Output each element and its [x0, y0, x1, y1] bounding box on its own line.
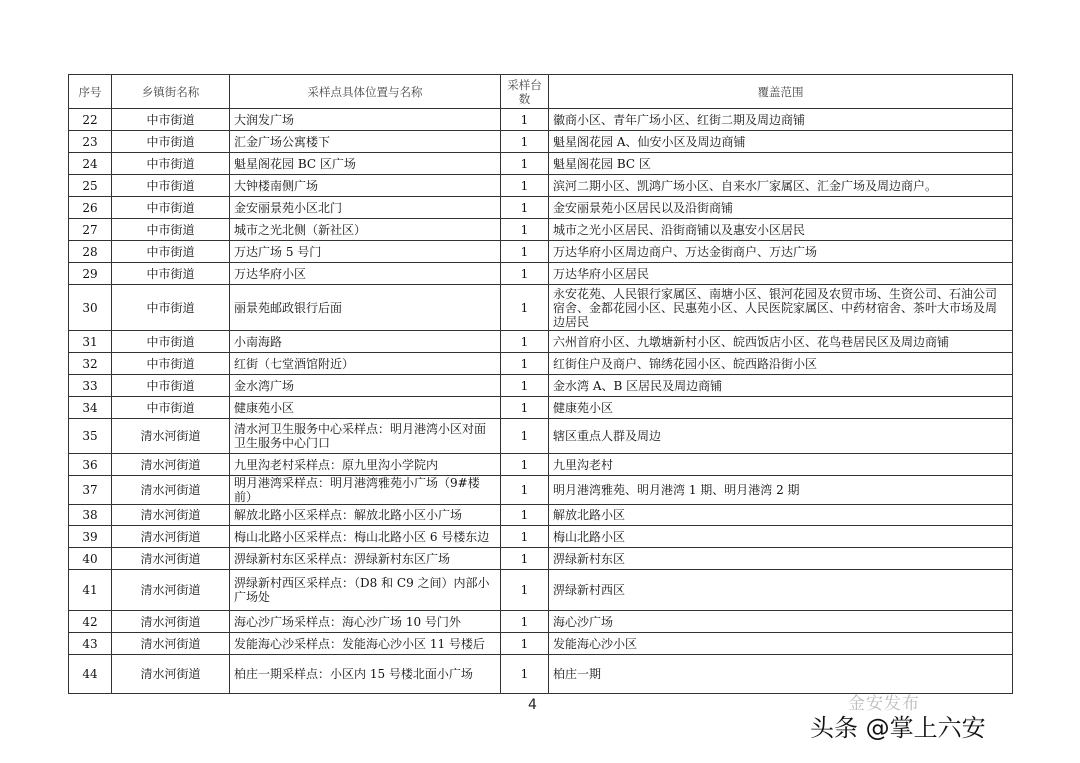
cell-coverage: 万达华府小区居民 — [549, 263, 1013, 285]
cell-location: 明月港湾采样点：明月港湾雅苑小广场（9#楼前） — [230, 476, 501, 505]
cell-location: 金安丽景苑小区北门 — [230, 197, 501, 219]
cell-location: 丽景苑邮政银行后面 — [230, 285, 501, 331]
cell-location: 魁星阁花园 BC 区广场 — [230, 153, 501, 175]
table-row — [69, 655, 1013, 694]
table-row — [69, 353, 1013, 375]
cell-location: 淠绿新村西区采样点：（D8 和 C9 之间）内部小广场处 — [230, 570, 501, 611]
cell-seq: 30 — [69, 285, 112, 331]
cell-count: 1 — [501, 109, 549, 131]
cell-count: 1 — [501, 331, 549, 353]
table-row — [69, 375, 1013, 397]
header-location: 采样点具体位置与名称 — [230, 75, 501, 109]
cell-location: 金水湾广场 — [230, 375, 501, 397]
cell-location: 健康苑小区 — [230, 397, 501, 419]
table-row — [69, 331, 1013, 353]
table-row — [69, 526, 1013, 548]
cell-location: 小南海路 — [230, 331, 501, 353]
cell-town: 清水河街道 — [112, 570, 230, 611]
cell-town: 清水河街道 — [112, 611, 230, 633]
table-row — [69, 397, 1013, 419]
cell-count: 1 — [501, 570, 549, 611]
cell-town: 中市街道 — [112, 285, 230, 331]
cell-coverage: 海心沙广场 — [549, 611, 1013, 633]
table-row — [69, 263, 1013, 285]
cell-location: 万达华府小区 — [230, 263, 501, 285]
cell-count: 1 — [501, 505, 549, 526]
cell-coverage: 九里沟老村 — [549, 454, 1013, 476]
cell-coverage: 魁星阁花园 BC 区 — [549, 153, 1013, 175]
cell-town: 清水河街道 — [112, 454, 230, 476]
table-row — [69, 109, 1013, 131]
cell-town: 中市街道 — [112, 397, 230, 419]
cell-coverage: 梅山北路小区 — [549, 526, 1013, 548]
cell-count: 1 — [501, 263, 549, 285]
cell-town: 中市街道 — [112, 263, 230, 285]
cell-count: 1 — [501, 454, 549, 476]
table-row — [69, 505, 1013, 526]
cell-town: 清水河街道 — [112, 476, 230, 505]
cell-location: 柏庄一期采样点：小区内 15 号楼北面小广场 — [230, 655, 501, 694]
cell-seq: 39 — [69, 526, 112, 548]
cell-coverage: 明月港湾雅苑、明月港湾 1 期、明月港湾 2 期 — [549, 476, 1013, 505]
cell-seq: 32 — [69, 353, 112, 375]
watermark: 头条 @掌上六安 — [810, 714, 986, 742]
table-row — [69, 285, 1013, 331]
cell-location: 梅山北路小区采样点：梅山北路小区 6 号楼东边 — [230, 526, 501, 548]
cell-town: 中市街道 — [112, 175, 230, 197]
cell-coverage: 柏庄一期 — [549, 655, 1013, 694]
cell-count: 1 — [501, 375, 549, 397]
cell-town: 中市街道 — [112, 153, 230, 175]
cell-town: 清水河街道 — [112, 505, 230, 526]
cell-count: 1 — [501, 526, 549, 548]
cell-count: 1 — [501, 353, 549, 375]
watermark-faint: 金安发布 — [848, 694, 920, 714]
cell-coverage: 金安丽景苑小区居民以及沿街商铺 — [549, 197, 1013, 219]
table-row — [69, 548, 1013, 570]
table-row — [69, 476, 1013, 505]
cell-count: 1 — [501, 175, 549, 197]
cell-seq: 43 — [69, 633, 112, 655]
cell-coverage: 永安花苑、人民银行家属区、南塘小区、银河花园及农贸市场、生资公司、石油公司宿舍、金都花园小区、民惠苑小区、人民医院家属区、中药材宿舍、茶叶大市场及周边居民 — [549, 285, 1013, 331]
cell-seq: 42 — [69, 611, 112, 633]
cell-seq: 23 — [69, 131, 112, 153]
cell-coverage: 解放北路小区 — [549, 505, 1013, 526]
cell-seq: 35 — [69, 419, 112, 454]
cell-town: 中市街道 — [112, 131, 230, 153]
cell-coverage: 红街住户及商户、锦绣花园小区、皖西路沿街小区 — [549, 353, 1013, 375]
cell-location: 大润发广场 — [230, 109, 501, 131]
cell-seq: 37 — [69, 476, 112, 505]
cell-town: 中市街道 — [112, 375, 230, 397]
cell-seq: 38 — [69, 505, 112, 526]
cell-town: 中市街道 — [112, 331, 230, 353]
cell-location: 清水河卫生服务中心采样点：明月港湾小区对面卫生服务中心门口 — [230, 419, 501, 454]
cell-coverage: 六州首府小区、九墩塘新村小区、皖西饭店小区、花鸟巷居民区及周边商铺 — [549, 331, 1013, 353]
table-row — [69, 454, 1013, 476]
cell-count: 1 — [501, 548, 549, 570]
cell-count: 1 — [501, 419, 549, 454]
cell-seq: 24 — [69, 153, 112, 175]
cell-count: 1 — [501, 131, 549, 153]
cell-town: 清水河街道 — [112, 526, 230, 548]
cell-town: 中市街道 — [112, 109, 230, 131]
header-town: 乡镇街名称 — [112, 75, 230, 109]
header-seq: 序号 — [69, 75, 112, 109]
cell-seq: 40 — [69, 548, 112, 570]
header-count: 采样台数 — [501, 75, 549, 109]
cell-seq: 33 — [69, 375, 112, 397]
cell-town: 清水河街道 — [112, 655, 230, 694]
cell-coverage: 滨河二期小区、凯鸿广场小区、自来水厂家属区、汇金广场及周边商户。 — [549, 175, 1013, 197]
cell-seq: 27 — [69, 219, 112, 241]
cell-seq: 41 — [69, 570, 112, 611]
cell-count: 1 — [501, 476, 549, 505]
header-coverage: 覆盖范围 — [549, 75, 1013, 109]
cell-seq: 28 — [69, 241, 112, 263]
cell-seq: 31 — [69, 331, 112, 353]
cell-seq: 26 — [69, 197, 112, 219]
cell-count: 1 — [501, 397, 549, 419]
cell-town: 中市街道 — [112, 219, 230, 241]
table-row — [69, 219, 1013, 241]
cell-seq: 25 — [69, 175, 112, 197]
cell-coverage: 魁星阁花园 A、仙安小区及周边商铺 — [549, 131, 1013, 153]
cell-town: 中市街道 — [112, 197, 230, 219]
cell-location: 汇金广场公寓楼下 — [230, 131, 501, 153]
cell-location: 大钟楼南侧广场 — [230, 175, 501, 197]
cell-location: 海心沙广场采样点：海心沙广场 10 号门外 — [230, 611, 501, 633]
cell-seq: 44 — [69, 655, 112, 694]
cell-seq: 36 — [69, 454, 112, 476]
cell-town: 清水河街道 — [112, 548, 230, 570]
table-row — [69, 633, 1013, 655]
cell-location: 发能海心沙采样点：发能海心沙小区 11 号楼后 — [230, 633, 501, 655]
cell-seq: 29 — [69, 263, 112, 285]
table-row — [69, 241, 1013, 263]
cell-town: 清水河街道 — [112, 419, 230, 454]
page-number: 4 — [528, 697, 537, 713]
cell-count: 1 — [501, 285, 549, 331]
cell-coverage: 辖区重点人群及周边 — [549, 419, 1013, 454]
cell-location: 解放北路小区采样点：解放北路小区小广场 — [230, 505, 501, 526]
cell-location: 九里沟老村采样点：原九里沟小学院内 — [230, 454, 501, 476]
cell-coverage: 金水湾 A、B 区居民及周边商铺 — [549, 375, 1013, 397]
cell-town: 中市街道 — [112, 353, 230, 375]
cell-location: 城市之光北侧（新社区） — [230, 219, 501, 241]
cell-count: 1 — [501, 197, 549, 219]
cell-town: 清水河街道 — [112, 633, 230, 655]
table-row — [69, 197, 1013, 219]
table-row — [69, 611, 1013, 633]
cell-coverage: 城市之光小区居民、沿街商铺以及惠安小区居民 — [549, 219, 1013, 241]
cell-count: 1 — [501, 611, 549, 633]
cell-location: 万达广场 5 号门 — [230, 241, 501, 263]
cell-location: 淠绿新村东区采样点：淠绿新村东区广场 — [230, 548, 501, 570]
cell-coverage: 淠绿新村东区 — [549, 548, 1013, 570]
table-row — [69, 419, 1013, 454]
cell-location: 红街（七堂酒馆附近） — [230, 353, 501, 375]
table-row — [69, 153, 1013, 175]
cell-town: 中市街道 — [112, 241, 230, 263]
cell-coverage: 淠绿新村西区 — [549, 570, 1013, 611]
cell-coverage: 健康苑小区 — [549, 397, 1013, 419]
cell-count: 1 — [501, 153, 549, 175]
cell-coverage: 万达华府小区周边商户、万达金街商户、万达广场 — [549, 241, 1013, 263]
cell-count: 1 — [501, 219, 549, 241]
table-row — [69, 570, 1013, 611]
table-header-row — [69, 75, 1013, 109]
cell-coverage: 发能海心沙小区 — [549, 633, 1013, 655]
cell-seq: 34 — [69, 397, 112, 419]
cell-count: 1 — [501, 633, 549, 655]
cell-count: 1 — [501, 241, 549, 263]
table-row — [69, 175, 1013, 197]
cell-coverage: 徽商小区、青年广场小区、红街二期及周边商铺 — [549, 109, 1013, 131]
cell-count: 1 — [501, 655, 549, 694]
table-row — [69, 131, 1013, 153]
cell-seq: 22 — [69, 109, 112, 131]
sampling-points-table — [68, 74, 1013, 694]
